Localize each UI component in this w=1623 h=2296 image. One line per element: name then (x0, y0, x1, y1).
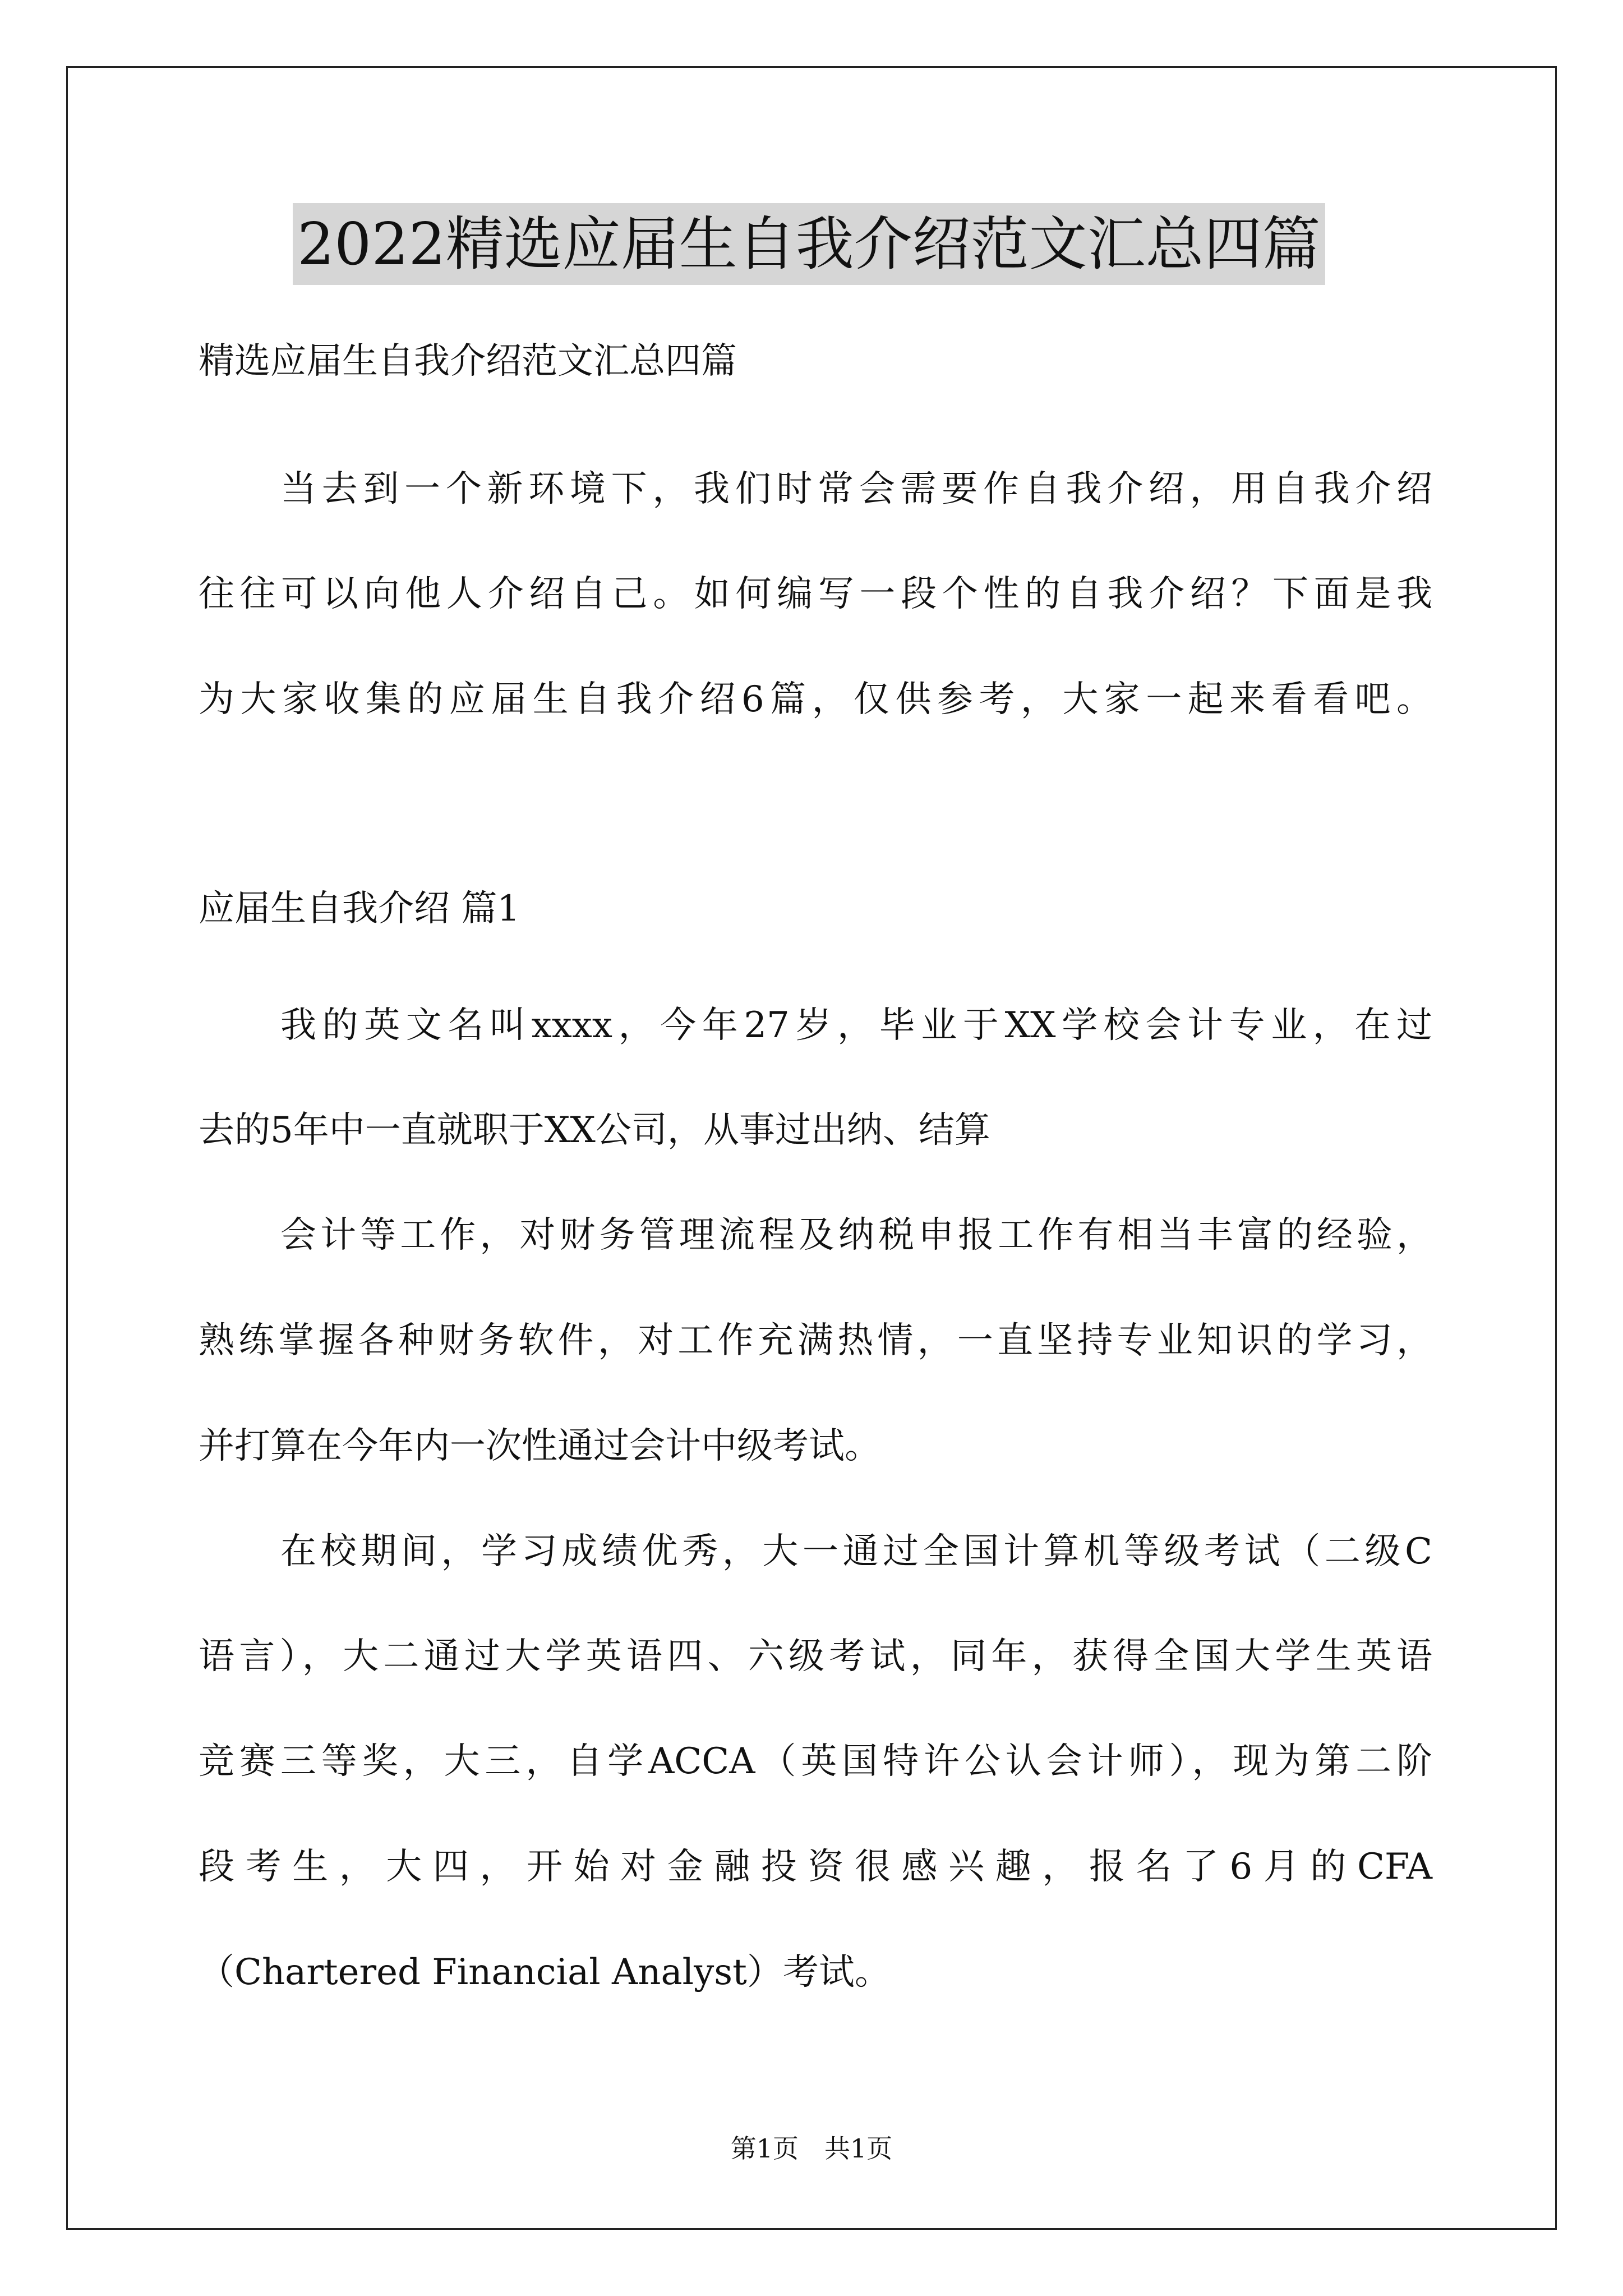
paragraph-2-line-1: 会计等工作，对财务管理流程及纳税申报工作有相当丰富的经验， (280, 1214, 1432, 1256)
paragraph-3-line-4: 段考生，大四，开始对金融投资很感兴趣，报名了6月的CFA (199, 1846, 1432, 1888)
document-subtitle: 精选应届生自我介绍范文汇总四篇 (199, 341, 737, 382)
intro-line-1: 当去到一个新环境下，我们时常会需要作自我介绍，用自我介绍 (280, 468, 1432, 510)
intro-line-3: 为大家收集的应届生自我介绍6篇，仅供参考，大家一起来看看吧。 (199, 679, 1432, 720)
page-footer: 第1页 共1页 (730, 2133, 893, 2164)
paragraph-3-line-2: 语言），大二通过大学英语四、六级考试，同年，获得全国大学生英语 (199, 1636, 1432, 1677)
paragraph-3-line-3: 竞赛三等奖，大三，自学ACCA（英国特许公认会计师），现为第二阶 (199, 1741, 1432, 1782)
paragraph-3-line-5: （Chartered Financial Analyst）考试。 (199, 1952, 891, 1993)
paragraph-2-line-2: 熟练掌握各种财务软件，对工作充满热情，一直坚持专业知识的学习， (199, 1320, 1432, 1361)
paragraph-2-line-3: 并打算在今年内一次性通过会计中级考试。 (199, 1425, 880, 1467)
paragraph-1-line-1: 我的英文名叫xxxx，今年27岁，毕业于XX学校会计专业，在过 (280, 1005, 1432, 1046)
intro-line-2: 往往可以向他人介绍自己。如何编写一段个性的自我介绍？下面是我 (199, 573, 1432, 615)
paragraph-3-line-1: 在校期间，学习成绩优秀，大一通过全国计算机等级考试（二级C (280, 1531, 1432, 1572)
section-heading-1: 应届生自我介绍 篇1 (199, 888, 520, 930)
document-title: 2022精选应届生自我介绍范文汇总四篇 (293, 203, 1325, 285)
paragraph-1-line-2: 去的5年中一直就职于XX公司，从事过出纳、结算 (199, 1110, 990, 1151)
